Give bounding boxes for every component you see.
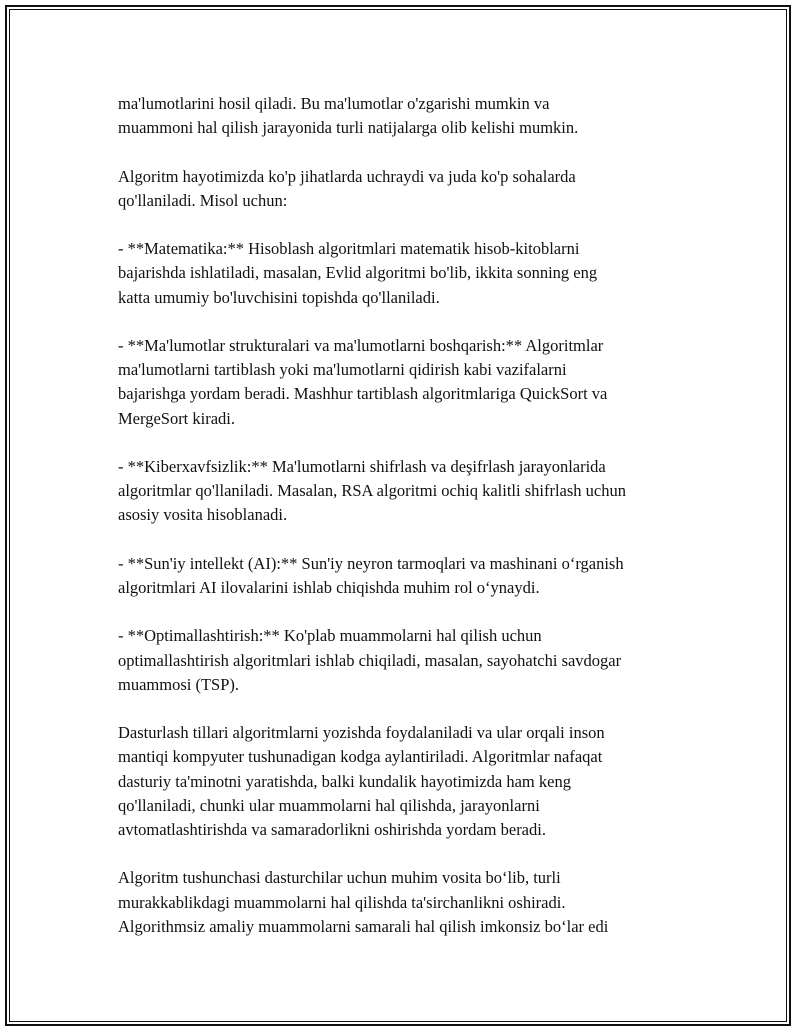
text-line: ma'lumotlarini hosil qiladi. Bu ma'lumotlar o'zgarishi mumkin va	[118, 94, 550, 113]
text-line: - **Sun'iy intellekt (AI):** Sun'iy neyron tarmoqlari va mashinani o‘rganish	[118, 553, 624, 573]
text-line: muammoni hal qilish jarayonida turli natijalarga olib kelishi mumkin.	[118, 118, 579, 138]
text-line: avtomatlashtirishda va samaradorlikni oshirishda yordam beradi.	[118, 819, 546, 839]
paragraph	[118, 165, 698, 213]
text-line: algoritmlari AI ilovalarini ishlab chiqishda muhim rol o‘ynaydi.	[118, 577, 540, 597]
paragraph	[118, 866, 698, 939]
paragraph	[118, 334, 698, 431]
text-line: - **Ma'lumotlar strukturalari va ma'lumotlarni boshqarish:** Algoritmlar	[118, 335, 604, 355]
text-line: bajarishda ishlatiladi, masalan, Evlid algoritmi bo'lib, ikkita sonning eng	[118, 263, 598, 283]
paragraph	[118, 624, 698, 697]
text-line: optimallashtirish algoritmlari ishlab chiqiladi, masalan, sayohatchi savdogar	[118, 650, 622, 670]
paragraph	[118, 237, 698, 310]
paragraph	[118, 552, 698, 600]
text-line: qo'llaniladi, chunki ular muammolarni hal qilishda, jarayonlarni	[118, 795, 540, 815]
text-line: ma'lumotlarni tartiblash yoki ma'lumotlarni qidirish kabi vazifalarni	[118, 360, 567, 380]
text-line: - **Kiberxavfsizlik:** Ma'lumotlarni shifrlash va deşifrlash jarayonlarida	[118, 456, 606, 476]
text-line: muammosi (TSP).	[118, 674, 240, 694]
text-line: Algoritm hayotimizda ko'p jihatlarda uchraydi va juda ko'p sohalarda	[118, 166, 576, 186]
text-line: asosiy vosita hisoblanadi.	[118, 505, 288, 525]
text-line: - **Optimallashtirish:** Ko'plab muammolarni hal qilish uchun	[118, 626, 542, 646]
text-line: MergeSort kiradi.	[118, 408, 236, 428]
paragraph	[118, 92, 698, 140]
text-line: mantiqi kompyuter tushunadigan kodga aylantiriladi. Algoritmlar nafaqat	[118, 747, 603, 767]
text-line: Algorithmsiz amaliy muammolarni samarali hal qilish imkonsiz bo‘lar edi	[118, 916, 609, 936]
document-body	[118, 92, 698, 963]
text-line: Algoritm tushunchasi dasturchilar uchun muhim vosita bo‘lib, turli	[118, 868, 561, 888]
text-line: algoritmlar qo'llaniladi. Masalan, RSA algoritmi ochiq kalitli shifrlash uchun	[118, 481, 626, 501]
text-line: dasturiy ta'minotni yaratishda, balki kundalik hayotimizda ham keng	[118, 771, 571, 791]
paragraph	[118, 455, 698, 528]
text-line: qo'llaniladi. Misol uchun:	[118, 190, 288, 210]
text-line: - **Matematika:** Hisoblash algoritmlari matematik hisob-kitoblarni	[118, 239, 580, 259]
text-line: murakkablikdagi muammolarni hal qilishda ta'sirchanlikni oshiradi.	[118, 892, 566, 912]
text-line: bajarishga yordam beradi. Mashhur tartiblash algoritmlariga QuickSort va	[118, 384, 608, 404]
text-line: katta umumiy bo'luvchisini topishda qo'llaniladi.	[118, 287, 440, 307]
text-line: Dasturlash tillari algoritmlarni yozishda foydalaniladi va ular orqali inson	[118, 723, 605, 743]
paragraph	[118, 721, 698, 842]
